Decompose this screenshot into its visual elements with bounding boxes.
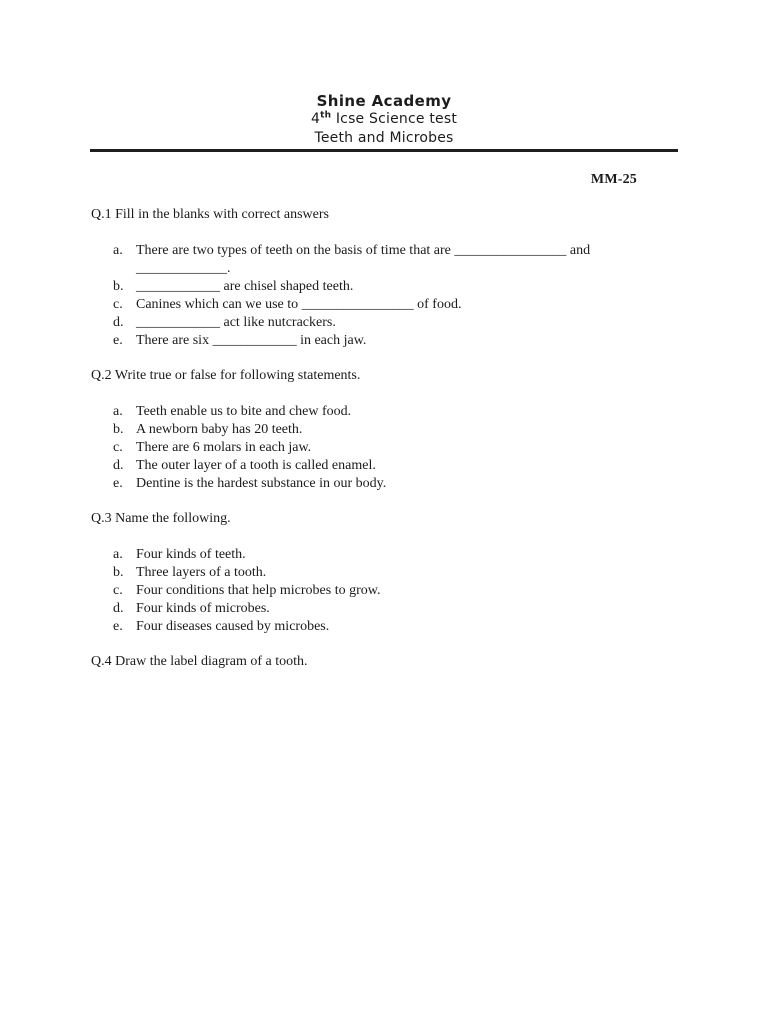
item-text: A newborn baby has 20 teeth. [136, 422, 303, 437]
question-item [91, 332, 677, 350]
item-letter: d. [113, 315, 124, 330]
question-item [91, 439, 677, 457]
item-text: Three layers of a tooth. [136, 565, 267, 580]
question-item [91, 600, 677, 618]
item-text: The outer layer of a tooth is called enamel. [136, 458, 376, 473]
question-label: Q.1 Fill in the blanks with correct answers [91, 207, 329, 222]
item-text: There are six ____________ in each jaw. [136, 333, 367, 348]
item-text: Dentine is the hardest substance in our body. [136, 476, 387, 491]
item-text: Canines which can we use to ________________ of food. [136, 297, 462, 312]
question-label: Q.4 Draw the label diagram of a tooth. [91, 654, 308, 669]
test-title-number: 4 [310, 111, 321, 127]
item-letter: a. [113, 547, 123, 562]
item-letter: b. [113, 422, 124, 437]
item-text: Four diseases caused by microbes. [136, 619, 330, 634]
academy-name: Shine Academy [316, 92, 452, 110]
item-letter: e. [113, 333, 123, 348]
item-text: Four conditions that help microbes to grow. [136, 583, 381, 598]
question-item [91, 296, 677, 314]
question-section-1 [91, 206, 677, 350]
question-item [91, 582, 677, 600]
test-title-ordinal: th [320, 110, 332, 121]
question-label: Q.3 Name the following. [91, 511, 231, 526]
test-title-rest: Icse Science test [331, 111, 458, 127]
question-label: Q.2 Write true or false for following statements. [91, 368, 361, 383]
question-section-4 [91, 653, 677, 671]
item-letter: d. [113, 458, 124, 473]
question-item [91, 457, 677, 475]
question-section-2 [91, 367, 677, 493]
question-item [91, 618, 677, 636]
subject-line: Teeth and Microbes [314, 130, 454, 146]
item-letter: b. [113, 565, 124, 580]
item-letter: e. [113, 619, 123, 634]
question-item-list [91, 242, 677, 350]
item-text: Teeth enable us to bite and chew food. [136, 404, 352, 419]
item-letter: b. [113, 279, 124, 294]
item-letter: c. [113, 440, 123, 455]
item-letter: a. [113, 243, 123, 258]
item-letter: c. [113, 583, 123, 598]
item-text: ____________ are chisel shaped teeth. [136, 279, 354, 294]
item-letter: a. [113, 404, 123, 419]
item-letter: d. [113, 601, 124, 616]
question-item [91, 475, 677, 493]
item-letter: e. [113, 476, 123, 491]
item-text: There are two types of teeth on the basis of time that are ________________ and _____________. [136, 243, 591, 276]
test-title [0, 110, 768, 129]
question-item [91, 421, 677, 439]
header-divider [90, 149, 678, 152]
document-header [0, 92, 768, 148]
max-marks: MM-25 [590, 172, 637, 187]
question-item [91, 314, 677, 332]
question-item [91, 564, 677, 582]
question-item [91, 546, 677, 564]
item-text: ____________ act like nutcrackers. [136, 315, 336, 330]
document-body [91, 171, 677, 671]
question-item-list [91, 546, 677, 636]
question-item [91, 278, 677, 296]
question-item [91, 403, 677, 421]
question-item [91, 242, 677, 278]
item-text: Four kinds of teeth. [136, 547, 246, 562]
question-section-3 [91, 510, 677, 636]
item-text: Four kinds of microbes. [136, 601, 270, 616]
item-text: There are 6 molars in each jaw. [136, 440, 312, 455]
item-letter: c. [113, 297, 123, 312]
question-item-list [91, 403, 677, 493]
